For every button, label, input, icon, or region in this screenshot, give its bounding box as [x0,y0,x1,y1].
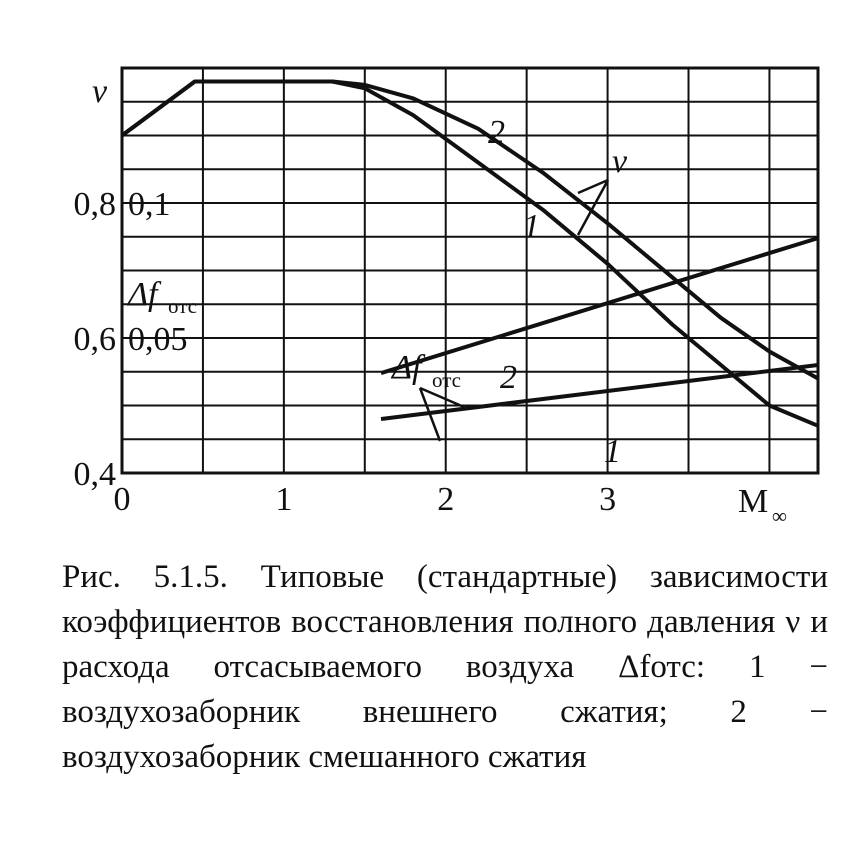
y-nu-axis-label: ν [92,73,108,110]
df-label: Δf [392,349,422,386]
nu-curve-2-label: 2 [488,114,505,151]
figure-caption: Рис. 5.1.5. Типовые (стандартные) зависимости коэффициентов восстановления полного давления ν и расхода отсасываемого воздуха Δfотс: 1 − воздухозаборник внешнего сжатия; 2 − воздухозаборник смешанного сжатия [62,559,828,775]
df-curve-2-label: 2 [500,359,517,396]
y-df-tick-label: 0,05 [128,321,188,358]
series-line-1 [122,82,818,379]
x-tick-label: 1 [275,481,293,518]
y-nu-tick-label: 0,8 [73,186,116,223]
df-curve-1-label: 1 [604,433,621,470]
tick-labels [74,73,788,528]
x-tick-label: 3 [599,481,617,518]
y-df-axis-label-sub: отс [168,294,197,318]
y-nu-tick-label: 0,4 [73,456,116,493]
x-axis-label-sub: ∞ [772,504,787,528]
nu-curve-1-label: 1 [523,208,540,245]
x-axis-label: M [738,483,769,520]
y-df-tick-label: 0,1 [128,186,171,223]
x-tick-label: 2 [437,481,455,518]
y-df-axis-label: Δf [128,276,158,313]
y-nu-tick-label: 0,6 [73,321,116,358]
series-line-0 [122,82,818,426]
nu-label: ν [612,143,628,180]
df-label-sub: отс [432,368,461,392]
annotations [390,114,628,470]
x-tick-label: 0 [113,481,131,518]
nu-leader-line [578,180,608,235]
series-lines [122,82,818,426]
